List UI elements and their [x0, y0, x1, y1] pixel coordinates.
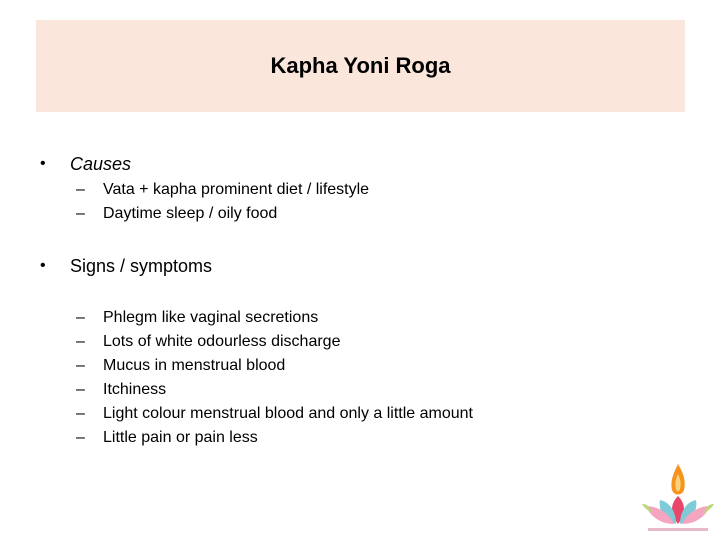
dash-marker: – [76, 333, 85, 350]
symptom-item: Light colour menstrual blood and only a little amount [103, 405, 473, 422]
symptom-item: Itchiness [103, 381, 167, 398]
dash-marker: – [76, 429, 85, 446]
slide-title: Kapha Yoni Roga [270, 53, 451, 78]
causes-item: Daytime sleep / oily food [103, 205, 278, 222]
dash-marker: – [76, 357, 85, 374]
section-heading-symptoms: Signs / symptoms [70, 256, 213, 276]
section-heading-causes: Causes [70, 154, 132, 174]
causes-item: Vata + kapha prominent diet / lifestyle [103, 181, 370, 198]
symptom-item: Mucus in menstrual blood [103, 357, 286, 374]
title-banner [36, 20, 685, 112]
symptom-item: Lots of white odourless discharge [103, 333, 341, 350]
dash-marker: – [76, 309, 85, 326]
dash-marker: – [76, 405, 85, 422]
flame-lotus-logo-icon [640, 462, 716, 538]
dash-marker: – [76, 205, 85, 222]
symptom-item: Little pain or pain less [103, 429, 258, 446]
dash-marker: – [76, 381, 85, 398]
symptom-item: Phlegm like vaginal secretions [103, 309, 319, 326]
logo-caption-bar [648, 528, 708, 531]
bullet-dot: • [40, 257, 46, 274]
bullet-dot: • [40, 155, 46, 172]
dash-marker: – [76, 181, 85, 198]
